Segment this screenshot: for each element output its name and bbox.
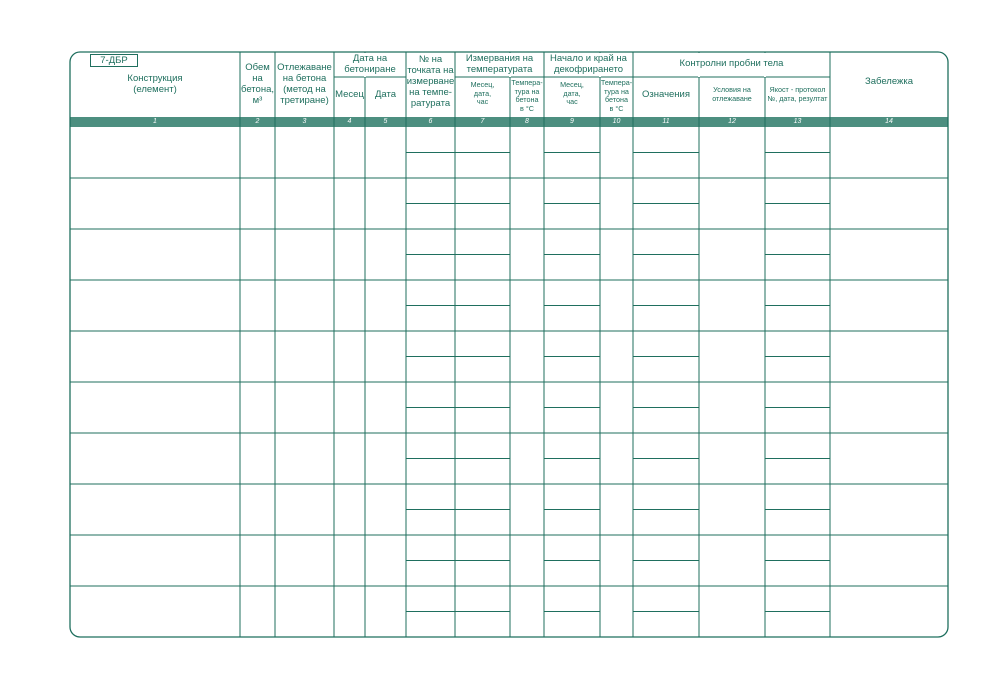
column-number: 7 bbox=[480, 118, 485, 125]
header-conditions: Условия на отлежаване bbox=[712, 85, 752, 103]
column-number: 13 bbox=[793, 118, 802, 125]
form-frame bbox=[70, 52, 948, 637]
column-number: 10 bbox=[612, 118, 621, 125]
header-temp-2: Темпера- тура на бетона в °С bbox=[600, 78, 633, 113]
column-number: 2 bbox=[255, 118, 260, 125]
header-construction: Конструкция (елемент) bbox=[127, 73, 183, 95]
header-designation: Означения bbox=[642, 89, 690, 100]
header-strength: Якост - протокол №, дата, резултат bbox=[767, 85, 828, 103]
header-mdh-2: Месец, дата, час bbox=[560, 80, 584, 107]
column-number: 12 bbox=[728, 118, 736, 125]
column-number: 1 bbox=[153, 118, 157, 125]
column-number: 11 bbox=[662, 118, 670, 125]
header-mdh-1: Месец, дата, час bbox=[470, 80, 495, 107]
header-month: Месец bbox=[335, 89, 364, 100]
column-number: 14 bbox=[885, 118, 893, 125]
column-number: 3 bbox=[302, 118, 307, 125]
header-temp-measure: Измервания на температурата bbox=[465, 53, 534, 75]
header-curing: Отлежаване на бетона (метод на третиране) bbox=[277, 62, 332, 106]
header-pour-date: Дата на бетониране bbox=[344, 53, 396, 75]
header-note: Забележка bbox=[864, 76, 914, 87]
column-number: 5 bbox=[383, 118, 388, 125]
header-point-no: № на точката на измерване на темпе- ратурата bbox=[406, 54, 455, 109]
form-code: 7-ДБР bbox=[90, 54, 138, 67]
header-temp-1: Темпера- тура на бетона в °С bbox=[511, 78, 543, 113]
header-control: Контролни пробни тела bbox=[679, 58, 784, 69]
column-number: 4 bbox=[347, 118, 352, 125]
header-date: Дата bbox=[374, 89, 397, 100]
column-number: 8 bbox=[525, 118, 529, 125]
header-volume: Обем на бетона, м³ bbox=[241, 62, 274, 106]
header-formwork: Начало и край на декофрирането bbox=[550, 53, 627, 75]
column-number: 9 bbox=[570, 118, 574, 125]
column-number: 6 bbox=[428, 118, 433, 125]
